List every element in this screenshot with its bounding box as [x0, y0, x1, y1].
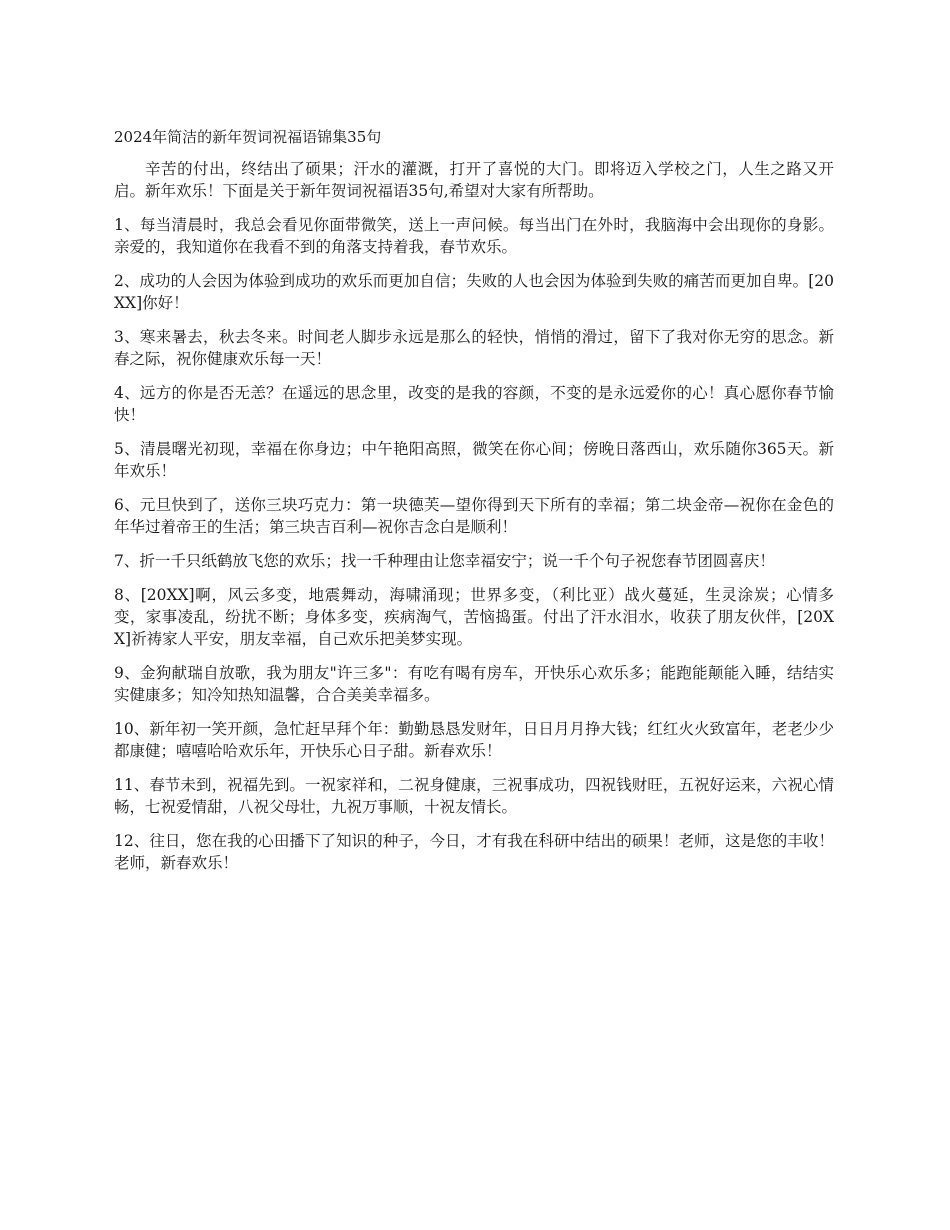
- blessing-item-2: 2、成功的人会因为体验到成功的欢乐而更加自信；失败的人也会因为体验到失败的痛苦而更加自卑。[20XX]你好！: [114, 272, 834, 312]
- blessing-item-3: 3、寒来暑去，秋去冬来。时间老人脚步永远是那么的轻快，悄悄的滑过，留下了我对你无穷的思念。新春之际，祝你健康欢乐每一天！: [114, 328, 834, 368]
- blessing-item-11: 11、春节未到，祝福先到。一祝家祥和，二祝身健康，三祝事成功，四祝钱财旺，五祝好运来，六祝心情畅，七祝爱情甜，八祝父母壮，九祝万事顺，十祝友情长。: [114, 776, 834, 816]
- blessing-item-12: 12、往日，您在我的心田播下了知识的种子，今日，才有我在科研中结出的硕果！老师，这是您的丰收！老师，新春欢乐！: [114, 832, 834, 872]
- blessing-item-4: 4、远方的你是否无恙？在遥远的思念里，改变的是我的容颜，不变的是永远爱你的心！真心愿你春节愉快！: [114, 384, 834, 424]
- blessing-item-8: 8、[20XX]啊，风云多变，地震舞动，海啸涌现；世界多变，（利比亚）战火蔓延，生灵涂炭；心情多变，家事凌乱，纷扰不断；身体多变，疾病淘气，苦恼捣蛋。付出了汗水泪水，收获了朋友伙伴，[20XX]祈祷家人平安，朋友幸福，自己欢乐把美梦实现。: [114, 586, 834, 648]
- blessing-item-9: 9、金狗献瑞自放歌，我为朋友"许三多"：有吃有喝有房车，开快乐心欢乐多；能跑能颠能入睡，结结实实健康多；知冷知热知温馨，合合美美幸福多。: [114, 664, 834, 704]
- document-title: 2024年简洁的新年贺词祝福语锦集35句: [114, 128, 382, 146]
- intro-paragraph: 辛苦的付出，终结出了硕果；汗水的灌溉，打开了喜悦的大门。即将迈入学校之门，人生之路又开启。新年欢乐！下面是关于新年贺词祝福语35句,希望对大家有所帮助。: [114, 160, 834, 200]
- blessing-item-5: 5、清晨曙光初现，幸福在你身边；中午艳阳高照，微笑在你心间；傍晚日落西山，欢乐随你365天。新年欢乐！: [114, 440, 834, 480]
- blessing-item-6: 6、元旦快到了，送你三块巧克力：第一块德芙—望你得到天下所有的幸福；第二块金帝—祝你在金色的年华过着帝王的生活；第三块吉百利—祝你吉念白是顺利！: [114, 496, 834, 536]
- blessing-item-1: 1、每当清晨时，我总会看见你面带微笑，送上一声问候。每当出门在外时，我脑海中会出现你的身影。亲爱的，我知道你在我看不到的角落支持着我，春节欢乐。: [114, 216, 834, 256]
- blessing-item-10: 10、新年初一笑开颜，急忙赶早拜个年：勤勤恳恳发财年，日日月月挣大钱；红红火火致富年，老老少少都康健；嘻嘻哈哈欢乐年，开快乐心日子甜。新春欢乐！: [114, 720, 834, 760]
- document-page: [114, 126, 834, 886]
- blessing-item-7: 7、折一千只纸鹤放飞您的欢乐；找一千种理由让您幸福安宁；说一千个句子祝您春节团圆喜庆！: [114, 552, 775, 570]
